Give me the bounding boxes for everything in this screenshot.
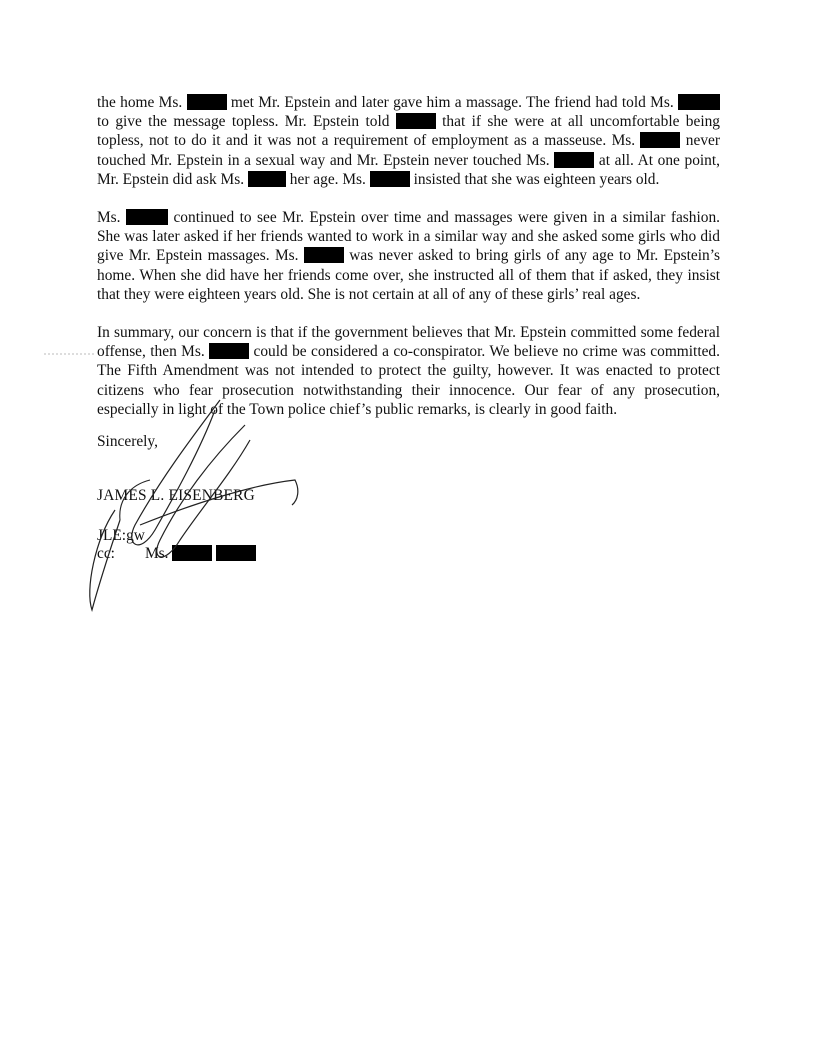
redaction-box	[678, 94, 720, 110]
p1-text-4: that if she were at all uncomfortable being topless, not to do it and it was not a requirement of employment as a masseuse. Ms.	[97, 113, 720, 150]
cc-line	[97, 545, 256, 563]
redaction-box	[640, 132, 680, 148]
p2-text-3: was never asked to bring girls of any age to Mr. Epstein’s home. When she did have her friends come over, she instructed all of them that if asked, they insist that they were eighteen years old. She is not certain at all of any of these girls’ real ages.	[97, 247, 720, 303]
cc-recipient: Ms.	[145, 545, 169, 562]
scan-artifact	[44, 352, 94, 356]
p3-text-2: could be considered a co-conspirator. We believe no crime was committed. The Fifth Amendment was not intended to protect the guilty, however. It was enacted to protect citizens who fear prosecution notwithstanding their innocence. Our fear of any prosecution, especially in light of the Town police chief’s public remarks, is clearly in good faith.	[97, 343, 720, 418]
redaction-box	[126, 209, 168, 225]
redaction-box	[304, 247, 344, 263]
redaction-box	[396, 113, 436, 129]
closing: Sincerely,	[97, 433, 158, 450]
letter-body	[97, 93, 720, 438]
paragraph-3	[97, 323, 720, 419]
p1-text-8: insisted that she was eighteen years old.	[413, 170, 660, 188]
p1-text-5: never touched Mr. Epstein in a sexual way and Mr. Epstein never touched Ms.	[97, 132, 720, 169]
redaction-box	[248, 171, 286, 187]
redaction-box	[172, 545, 212, 561]
paragraph-2	[97, 208, 720, 304]
p2-text-1: Ms.	[97, 209, 121, 227]
p3-text-1: In summary, our concern is that if the government believes that Mr. Epstein committed some federal offense, then Ms.	[97, 324, 720, 361]
redaction-box	[554, 152, 594, 168]
p2-text-2: continued to see Mr. Epstein over time and massages were given in a similar fashion. She was later asked if her friends wanted to work in a similar way and she asked some girls who did give Mr. Epstein massages. Ms.	[97, 209, 720, 265]
p1-text-1: the home Ms.	[97, 94, 183, 111]
p1-text-6: at all. At one point, Mr. Epstein did ask Ms.	[97, 151, 720, 188]
redaction-box	[216, 545, 256, 561]
redaction-box	[209, 343, 249, 359]
redaction-box	[370, 171, 410, 187]
p1-text-3: to give the message topless. Mr. Epstein told	[97, 113, 390, 131]
cc-label: cc:	[97, 545, 115, 562]
redaction-box	[187, 94, 227, 110]
signer-name: JAMES L. EISENBERG	[97, 487, 255, 504]
p1-text-7: her age. Ms.	[289, 170, 366, 188]
typist-initials: JLE:gw	[97, 527, 145, 544]
p1-text-2: met Mr. Epstein and later gave him a massage. The friend had told Ms.	[230, 94, 674, 111]
paragraph-1	[97, 93, 720, 189]
